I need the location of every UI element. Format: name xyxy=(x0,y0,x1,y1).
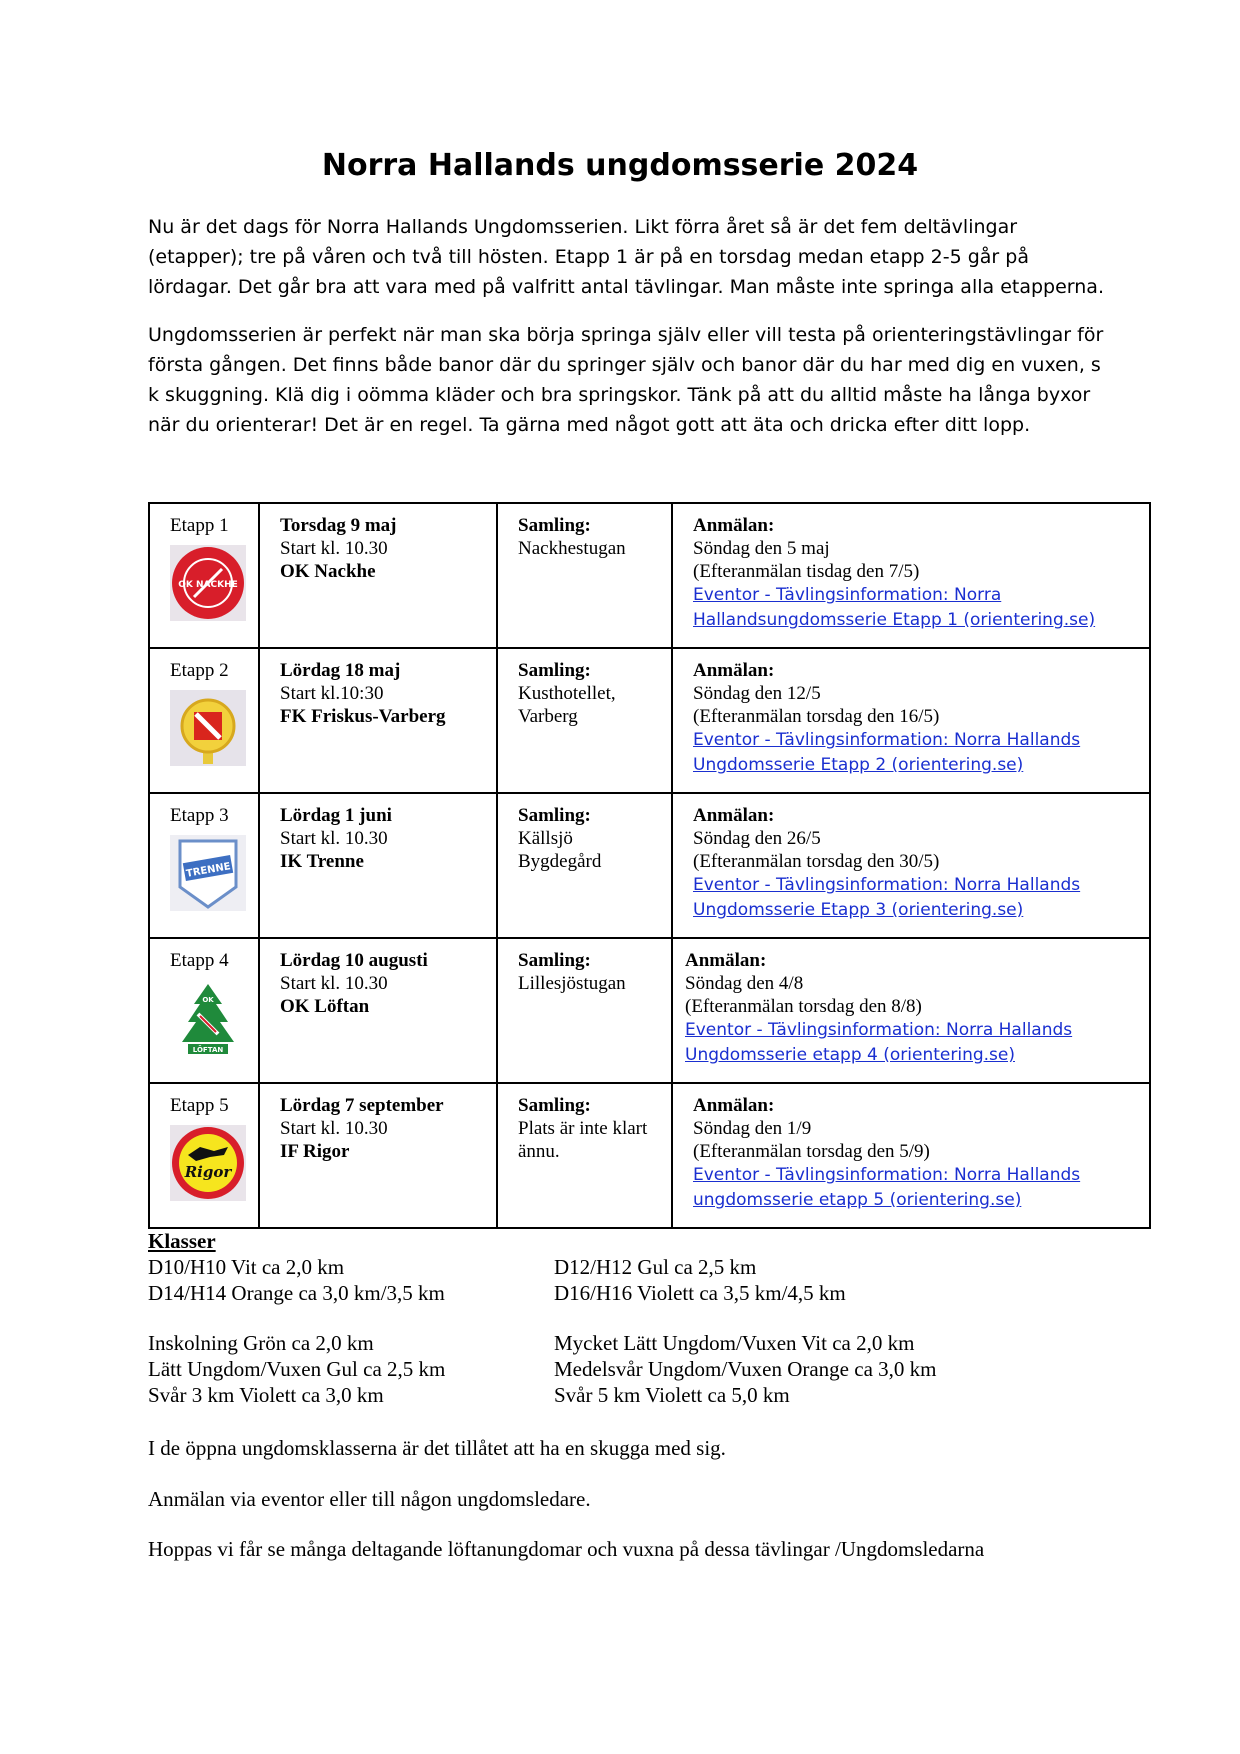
samling-label: Samling: xyxy=(518,660,591,681)
samling-place: Varberg xyxy=(518,706,578,727)
samling-place: Plats är inte klart xyxy=(518,1118,648,1139)
list-item: Lätt Ungdom/Vuxen Gul ca 2,5 km Medelsvår Ungdom/Vuxen Orange ca 3,0 km xyxy=(148,1357,937,1381)
samling-label: Samling: xyxy=(518,515,591,536)
etapp-table xyxy=(148,502,1151,1229)
table-row xyxy=(149,648,1150,793)
etapp-club: FK Friskus-Varberg xyxy=(280,706,446,727)
intro-paragraph-2: Ungdomsserien är perfekt när man ska börja springa själv eller vill testa på orienteringstävlingar för första gången. Det finns både banor där du springer själv och banor där du har med dig en vuxen, s k skuggning. Klä dig i oömma kläder och bra springskor. Tänk på att du alltid måste ha långa byxor när du orienterar! Det är en regel. Ta gärna med något gott att äta och dricka efter ditt lopp. xyxy=(148,324,1104,436)
etapp-date: Torsdag 9 maj xyxy=(280,515,397,536)
etapp-label: Etapp 4 xyxy=(170,950,229,971)
samling-label: Samling: xyxy=(518,805,591,826)
etapp-club: OK Löftan xyxy=(280,996,370,1017)
classes-heading: Klasser xyxy=(148,1229,216,1253)
list-item: Inskolning Grön ca 2,0 km Mycket Lätt Ungdom/Vuxen Vit ca 2,0 km xyxy=(148,1331,915,1355)
samling-place: Lillesjöstugan xyxy=(518,973,626,994)
etapp-start: Start kl. 10.30 xyxy=(280,828,388,849)
anmalan-deadline: Söndag den 4/8 xyxy=(685,973,804,994)
footer-paragraph-1: I de öppna ungdomsklasserna är det tillåtet att ha en skugga med sig. xyxy=(148,1436,726,1460)
etapp-label: Etapp 3 xyxy=(170,805,229,826)
table-row xyxy=(149,938,1150,1083)
etapp-start: Start kl. 10.30 xyxy=(280,538,388,559)
late-registration: (Efteranmälan torsdag den 5/9) xyxy=(693,1141,930,1162)
samling-place: Bygdegård xyxy=(518,851,602,872)
ik-trenne-logo xyxy=(170,835,246,911)
if-rigor-logo xyxy=(170,1125,246,1201)
anmalan-deadline: Söndag den 12/5 xyxy=(693,683,821,704)
late-registration: (Efteranmälan tisdag den 7/5) xyxy=(693,561,920,582)
eventor-link[interactable]: Eventor - Tävlingsinformation: Norra Hallands ungdomsserie etapp 5 (orientering.se) xyxy=(693,1165,1081,1210)
list-item: Svår 3 km Violett ca 3,0 km Svår 5 km Violett ca 5,0 km xyxy=(148,1383,790,1407)
etapp-club: IF Rigor xyxy=(280,1141,350,1162)
anmalan-label: Anmälan: xyxy=(693,515,775,536)
anmalan-label: Anmälan: xyxy=(685,950,767,971)
samling-label: Samling: xyxy=(518,950,591,971)
late-registration: (Efteranmälan torsdag den 30/5) xyxy=(693,851,940,872)
anmalan-label: Anmälan: xyxy=(693,805,775,826)
etapp-label: Etapp 2 xyxy=(170,660,229,681)
table-row xyxy=(149,793,1150,938)
etapp-club: OK Nackhe xyxy=(280,561,376,582)
svg-text:Rigor: Rigor xyxy=(184,1163,232,1181)
fk-friskus-logo xyxy=(170,690,246,766)
eventor-link[interactable]: Eventor - Tävlingsinformation: Norra Hallands Ungdomsserie etapp 4 (orientering.se) xyxy=(685,1020,1073,1065)
list-item: D14/H14 Orange ca 3,0 km/3,5 km D16/H16 Violett ca 3,5 km/4,5 km xyxy=(148,1281,846,1305)
footer-paragraph-3: Hoppas vi får se många deltagande löftanungdomar och vuxna på dessa tävlingar /Ungdomsledarna xyxy=(148,1537,985,1561)
eventor-link[interactable]: Eventor - Tävlingsinformation: Norra Hallands Ungdomsserie Etapp 2 (orientering.se) xyxy=(693,730,1081,775)
samling-place: Kusthotellet, xyxy=(518,683,616,704)
list-item: D10/H10 Vit ca 2,0 km D12/H12 Gul ca 2,5 km xyxy=(148,1255,757,1279)
table-row xyxy=(149,503,1150,648)
etapp-date: Lördag 1 juni xyxy=(280,805,392,826)
intro-paragraph-1: Nu är det dags för Norra Hallands Ungdomsserien. Likt förra året så är det fem deltävlingar (etapper); tre på våren och två till hösten. Etapp 1 är på en torsdag medan etapp 2-5 går på lördagar. Det går bra att vara med på valfritt antal tävlingar. Man måste inte springa alla etapperna. xyxy=(148,216,1104,298)
eventor-link[interactable]: Eventor - Tävlingsinformation: Norra Hallandsungdomsserie Etapp 1 (orientering.se) xyxy=(693,585,1096,630)
etapp-club: IK Trenne xyxy=(280,851,364,872)
etapp-label: Etapp 5 xyxy=(170,1095,229,1116)
classes-section xyxy=(148,1228,1148,1408)
samling-place: Källsjö xyxy=(518,828,573,849)
ok-nackhe-logo xyxy=(170,545,246,621)
anmalan-label: Anmälan: xyxy=(693,1095,775,1116)
ok-loftan-logo xyxy=(170,980,246,1056)
etapp-label: Etapp 1 xyxy=(170,515,229,536)
anmalan-deadline: Söndag den 1/9 xyxy=(693,1118,812,1139)
anmalan-deadline: Söndag den 5 maj xyxy=(693,538,830,559)
eventor-link[interactable]: Eventor - Tävlingsinformation: Norra Hallands Ungdomsserie Etapp 3 (orientering.se) xyxy=(693,875,1081,920)
late-registration: (Efteranmälan torsdag den 8/8) xyxy=(685,996,922,1017)
anmalan-label: Anmälan: xyxy=(693,660,775,681)
svg-text:OK NACKHE: OK NACKHE xyxy=(178,580,238,590)
samling-place: Nackhestugan xyxy=(518,538,626,559)
etapp-start: Start kl.10:30 xyxy=(280,683,384,704)
etapp-start: Start kl. 10.30 xyxy=(280,1118,388,1139)
page-title: Norra Hallands ungdomsserie 2024 xyxy=(321,148,919,183)
anmalan-deadline: Söndag den 26/5 xyxy=(693,828,821,849)
table-row xyxy=(149,1083,1150,1228)
late-registration: (Efteranmälan torsdag den 16/5) xyxy=(693,706,940,727)
etapp-date: Lördag 18 maj xyxy=(280,660,401,681)
svg-text:LÖFTAN: LÖFTAN xyxy=(192,1046,224,1054)
etapp-date: Lördag 10 augusti xyxy=(280,950,428,971)
etapp-start: Start kl. 10.30 xyxy=(280,973,388,994)
etapp-date: Lördag 7 september xyxy=(280,1095,444,1116)
svg-text:TRENNE: TRENNE xyxy=(185,861,232,880)
samling-place: ännu. xyxy=(518,1141,560,1162)
svg-text:OK: OK xyxy=(202,996,214,1004)
samling-label: Samling: xyxy=(518,1095,591,1116)
footer-paragraph-2: Anmälan via eventor eller till någon ungdomsledare. xyxy=(148,1487,591,1511)
